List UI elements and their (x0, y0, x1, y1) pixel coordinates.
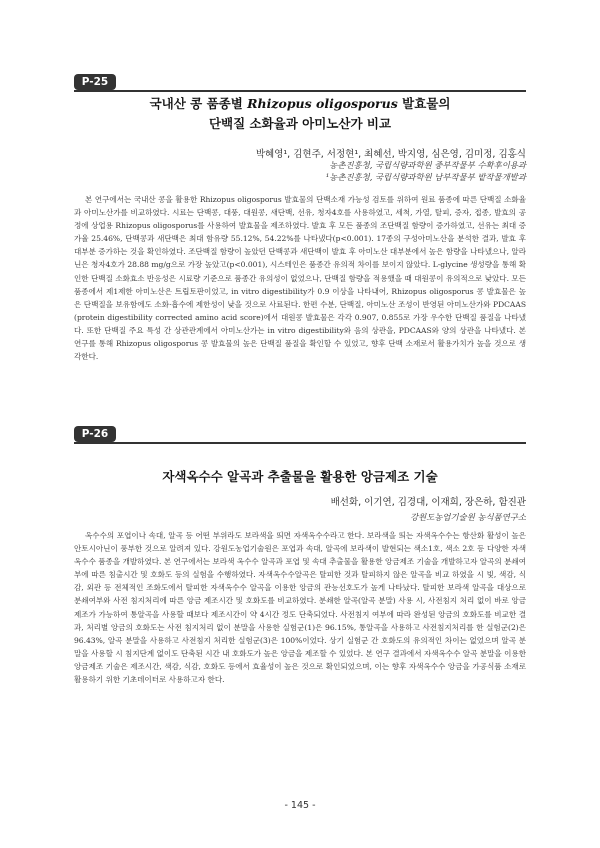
paper-title-p25 (74, 94, 526, 134)
affiliation-p25-1: 농촌진흥청, 국립식량과학원 중부작물부 수확후이용과 (329, 160, 526, 170)
affiliation-p26-1: 강원도농업기술원 농식품연구소 (410, 512, 526, 522)
section-rule-p25 (74, 90, 526, 92)
page-number: - 145 - (284, 800, 316, 811)
authors-p26: 배선화, 이기연, 김경대, 이재희, 장은하, 함진관 (330, 497, 526, 508)
section-rule-p26 (74, 442, 526, 444)
section-tag-p25: P-25 (74, 74, 116, 90)
abstract-body-p26: 옥수수의 포엽이나 속대, 알곡 등 어떤 부위라도 보라색을 띄면 자색옥수수라고 한다. 보라색을 띄는 자색옥수수는 항산화 활성이 높은 안토시아닌이 풍부한 것으로 알려져 있다. 강원도농업기술원은 포엽과 속대, 알곡에 보라색이 발현되는 색소1호, 색소 2호 등 다양한 자색옥수수 품종을 개발하였다. 본 연구에서는 보라색 옥수수 알곡과 포엽 및 속대 추출물을 활용한 앙금제조 기술을 개발하고자 알곡의 분쇄여부에 따른 침출시간 및 호화도 등의 실험을 수행하였다. 자색옥수수알곡은 탈피한 것과 탈피하지 않은 알곡을 비교 하였을 시 빛, 색감, 식감, 외관 등 전체적인 조화도에서 탈피한 자색옥수수 알곡을 이용한 앙금의 관능선호도가 높게 나타났다. 탈피한 보라색 알곡을 대상으로 분쇄여부와 사전 침지처리에 따른 앙금 제조시간 및 호화도를 비교하였다. 분쇄한 알곡(알곡 분말) 사용 시, 사전침지 처리 없이 바로 앙금제조가 가능하여 통알곡을 사용할 때보다 제조시간이 약 4시간 정도 단축되었다. 사전침지 여부에 따라 완성된 앙금의 호화도를 비교한 결과, 처리별 앙금의 호화도는 사전 침지처리 없이 분말을 사용한 실험군(1)은 96.15%, 통알곡을 사용하고 사전침지처리를 한 실험군(2)은 96.43%, 알곡 분말을 사용하고 사전침지 처리한 실험군(3)은 100%이었다. 상기 실험군 간 호화도의 유의적인 차이는 없었으며 알곡 분말을 사용할 시 침지단계 없이도 단축된 시간 내 호화도가 높은 앙금을 제조할 수 있었다. 본 연구 결과에서 자색옥수수 알곡 분말을 이용한 앙금제조 기술은 제조시간, 색감, 식감, 호화도 등에서 효율성이 높은 것으로 확인되었으며, 이는 향후 자색옥수수 앙금을 가공식품 소재로 활용하기 위한 기초데이터로 사용하고자 한다. (74, 531, 529, 685)
abstract-body-p25: 본 연구에서는 국내산 콩을 활용한 Rhizopus oligosporus 발효물의 단백소재 가능성 검토를 위하여 원료 품종에 따른 단백질 소화율과 아미노산가를 비교하였다. 시료는 단백콩, 대풍, 대원콩, 새단백, 선유, 청자4호를 사용하였고, 세척, 가열, 탈피, 증자, 접종, 발효의 공정에 상업용 Rhizopus oligosporus를 사용하여 발효물을 제조하였다. 발효 후 모든 품종의 조단백질 함량이 증가하였고, 선유는 최대 증가율 25.46%, 단백콩과 새단백은 최대 함유량 55.12%, 54.22%를 나타냈다(p<0.001). 17종의 구성아미노산을 분석한 결과, 발효 후 대부분 증가하는 것을 확인하였다. 조단백질 함량이 높았던 단백콩과 새단백이 발효 후 아미노산 대부분에서 높은 함량을 나타냈으나, 알라닌은 청자4호가 28.88 mg/g으로 가장 높았고(p<0.001), 시스테인은 품종간 유의적 차이를 보이지 않았다. L-glycine 생성량을 통해 확인한 단백질 소화효소 반응성은 시료량 기준으로 품종간 유의성이 없었으나, 단백질 함량을 적용했을 때 대원콩이 유의적으로 낮았다. 모든 품종에서 제1제한 아미노산은 트립토판이었고, in vitro digestibility가 0.9 이상을 나타내어, Rhizopus oligosporus 콩 발효물은 높은 단백질을 보유함에도 소화·흡수에 제한성이 낮을 것으로 사료된다. 한편 수분, 단백질, 아미노산 조성이 반영된 아미노산가와 PDCAAS (protein digestibility corrected amino acid score)에서 대원콩 발효물은 각각 0.907, 0.855로 가장 우수한 단백질 품질을 나타냈다. 또한 단백질 주요 특성 간 상관관계에서 아미노산가는 in vitro digestibility와 음의 상관을, PDCAAS와 양의 상관을 나타냈다. 본 연구를 통해 Rhizopus oligosporus 콩 발효물의 높은 단백질 품질을 확인할 수 있었고, 향후 단백 소재로서 활용가치가 높을 것으로 생각한다. (74, 195, 529, 362)
paper-title-line1: 국내산 콩 품종별 Rhizopus oligosporus 발효물의 (149, 96, 451, 111)
authors-p25: 박혜영¹, 김현주, 서정현¹, 최혜선, 박지영, 심은영, 김미정, 김홍식 (255, 149, 526, 160)
affiliation-p25-2: ¹농촌진흥청, 국립식량과학원 남부작물부 밭작물개발과 (325, 172, 526, 182)
section-tag-p26: P-26 (74, 426, 116, 442)
paper-title-p26: 자색옥수수 알곡과 추출물을 활용한 앙금제조 기술 (162, 469, 438, 484)
paper-title-line2: 단백질 소화율과 아미노산가 비교 (208, 116, 392, 131)
